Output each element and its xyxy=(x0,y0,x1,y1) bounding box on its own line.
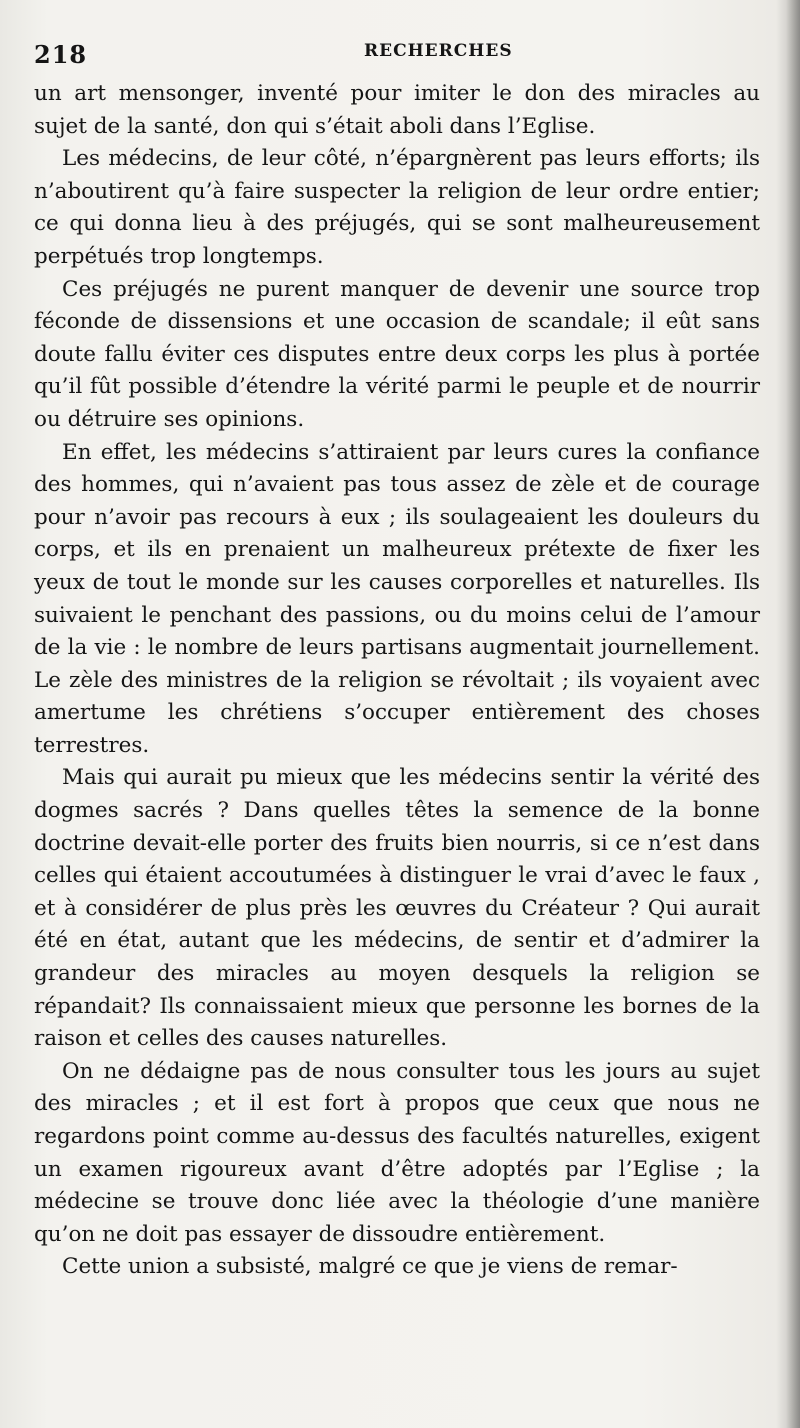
paragraph: Les médecins, de leur côté, n’épargnèrent pas leurs efforts; ils n’aboutirent qu’à faire suspecter la religion de leur ordre entier; ce qui donna lieu à des préjugés, qui se sont malheureusement perpétués trop longtemps. xyxy=(34,146,760,269)
page-number: 218 xyxy=(34,40,88,69)
paragraph: Mais qui aurait pu mieux que les médecins sentir la vérité des dogmes sacrés ? Dans quelles têtes la semence de la bonne doctrine devait-elle porter des fruits bien nourris, si ce n’est dans celles qui étaient accoutumées à distinguer le vrai d’avec le faux , et à considérer de plus près les œuvres du Créateur ? Qui aurait été en état, autant que les médecins, de sentir et d’admirer la grandeur des miracles au moyen desquels la religion se répandait? Ils connaissaient mieux que personne les bornes de la raison et celles des causes naturelles. xyxy=(34,765,760,1052)
paragraph: Ces préjugés ne purent manquer de devenir une source trop féconde de dissensions et une occasion de scandale; il eût sans doute fallu éviter ces disputes entre deux corps les plus à portée qu’il fût possible d’étendre la vérité parmi le peuple et de nourrir ou détruire ses opinions. xyxy=(34,276,760,432)
page-edge-shadow xyxy=(786,0,800,1428)
running-head: RECHERCHES xyxy=(364,41,513,61)
paragraph-continued: un art mensonger, inventé pour imiter le don des miracles au sujet de la santé, don qui s’était aboli dans l’Eglise. xyxy=(34,81,760,139)
paragraph: On ne dédaigne pas de nous consulter tous les jours au sujet des miracles ; et il est fort à propos que ceux que nous ne regardons point comme au-dessus des facultés naturelles, exigent un examen rigoureux avant d’être adoptés par l’Eglise ; la médecine se trouve donc liée avec la théologie d’une manière qu’on ne doit pas essayer de dissoudre entièrement. xyxy=(34,1058,760,1247)
paragraph: En effet, les médecins s’attiraient par leurs cures la confiance des hommes, qui n’avaient pas tous assez de zèle et de courage pour n’avoir pas recours à eux ; ils soulageaient les douleurs du corps, et ils en prenaient un malheureux prétexte de fixer les yeux de tout le monde sur les causes corporelles et naturelles. Ils suivaient le penchant des passions, ou du moins celui de l’amour de la vie : le nombre de leurs partisans augmentait journellement. Le zèle des ministres de la religion se révoltait ; ils voyaient avec amertume les chrétiens s’occuper entièrement des choses terrestres. xyxy=(34,439,760,758)
page-header xyxy=(34,40,764,70)
paragraph-last: Cette union a subsisté, malgré ce que je viens de remar- xyxy=(62,1254,678,1280)
page-body xyxy=(34,78,760,1284)
